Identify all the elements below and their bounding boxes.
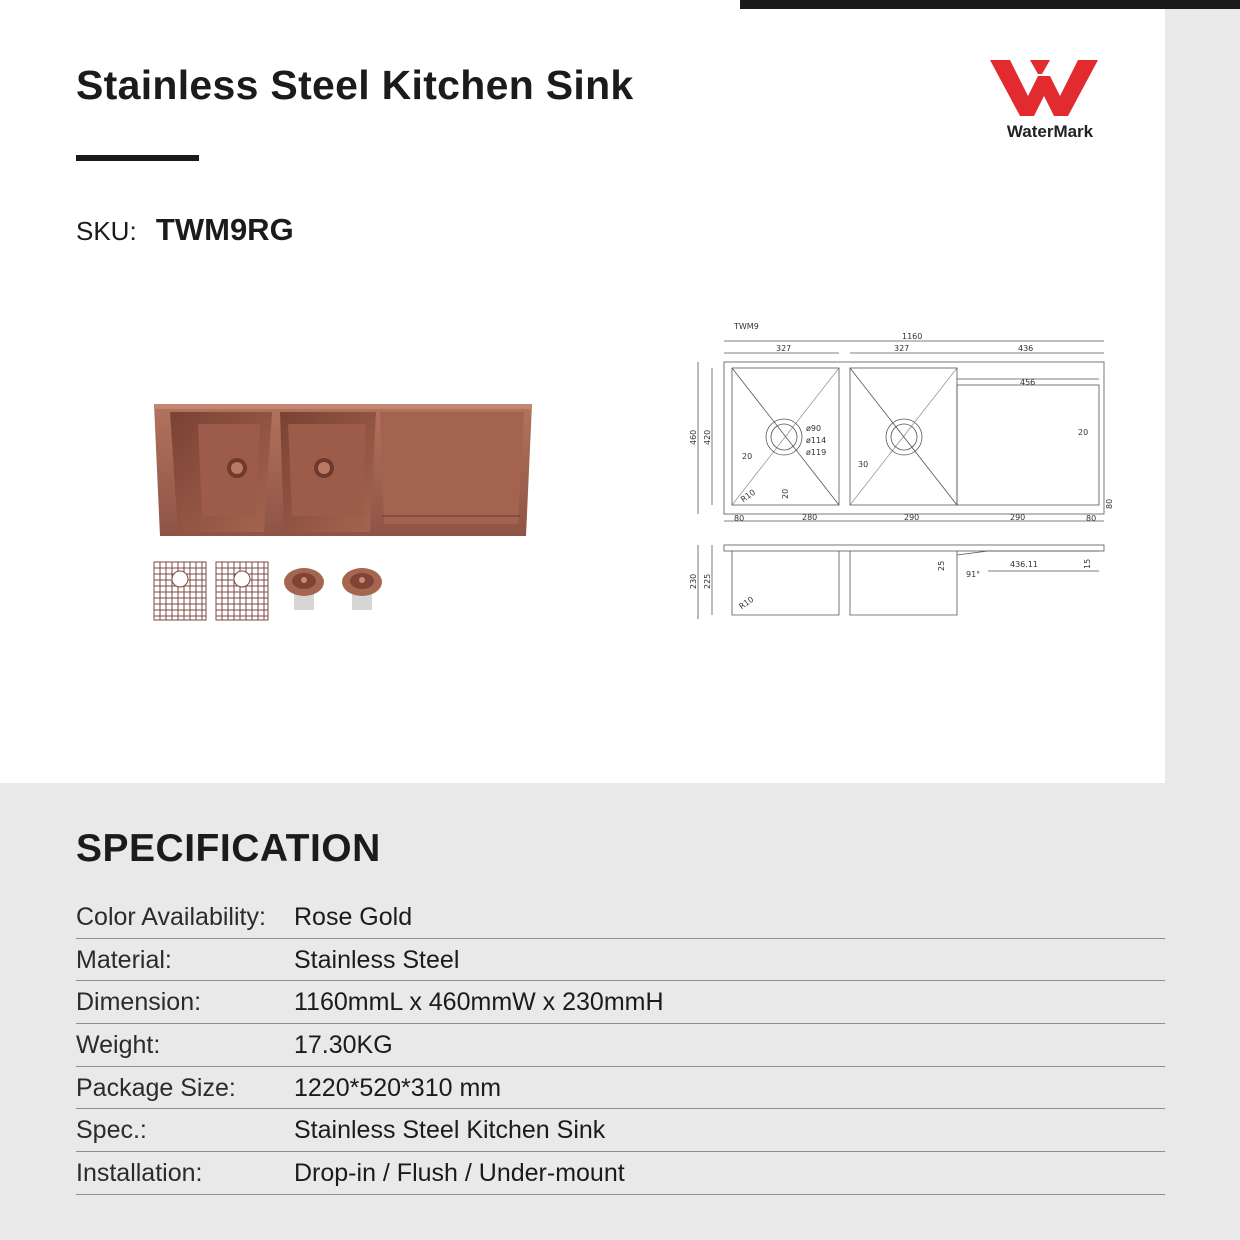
dim-bowl2: 327 bbox=[894, 344, 910, 353]
specification-table bbox=[76, 896, 1165, 1195]
spec-row-weight bbox=[76, 1024, 1165, 1067]
bottom-grid-right bbox=[216, 562, 268, 620]
sku bbox=[76, 212, 294, 248]
spec-value: 1160mmL x 460mmW x 230mmH bbox=[294, 988, 664, 1017]
page-title: Stainless Steel Kitchen Sink bbox=[76, 62, 634, 108]
spec-label: Installation: bbox=[76, 1159, 203, 1188]
spec-label: Color Availability: bbox=[76, 903, 266, 931]
dim-b280: 280 bbox=[802, 513, 818, 522]
spec-value: Stainless Steel Kitchen Sink bbox=[294, 1116, 606, 1145]
dim-w30: 30 bbox=[858, 460, 869, 469]
dim-edge20a: 20 bbox=[742, 452, 753, 461]
strainer-waste-1 bbox=[284, 568, 324, 610]
dim-edge20b: 20 bbox=[781, 488, 790, 499]
spec-label: Dimension: bbox=[76, 988, 202, 1017]
dim-r10: R10 bbox=[739, 487, 758, 505]
specification-title: SPECIFICATION bbox=[76, 827, 381, 870]
spec-value: 1220*520*310 mm bbox=[294, 1073, 502, 1102]
spec-row-spec bbox=[76, 1109, 1165, 1152]
dim-r10b: R10 bbox=[737, 594, 756, 612]
sink-bowl-right bbox=[280, 412, 376, 532]
dim-b290b: 290 bbox=[1010, 513, 1026, 522]
dim-h15: 15 bbox=[1083, 558, 1092, 569]
dim-drainer-inner: 456 bbox=[1020, 378, 1036, 387]
sink-bowl-left bbox=[170, 412, 272, 532]
spec-row-package-size bbox=[76, 1067, 1165, 1110]
dim-edge20c: 20 bbox=[1078, 428, 1089, 437]
strainer-waste-2 bbox=[342, 568, 382, 610]
spec-row-material bbox=[76, 939, 1165, 982]
dim-d90: ø90 bbox=[806, 424, 822, 433]
dim-d119: ø119 bbox=[806, 448, 827, 457]
top-accent-bar bbox=[740, 0, 1240, 9]
dim-d114: ø114 bbox=[806, 436, 827, 445]
spec-value: Drop-in / Flush / Under-mount bbox=[294, 1159, 625, 1188]
dim-h230: 230 bbox=[689, 573, 698, 589]
spec-label: Package Size: bbox=[76, 1073, 236, 1102]
drawing-model-label: TWM9 bbox=[734, 322, 759, 331]
dim-angle: 91° bbox=[966, 570, 981, 579]
dim-h25: 25 bbox=[937, 560, 946, 571]
spec-value: 17.30KG bbox=[294, 1031, 393, 1060]
dim-depth-outer: 460 bbox=[689, 429, 698, 445]
spec-label: Spec.: bbox=[76, 1116, 147, 1145]
dim-depth-inner: 420 bbox=[703, 429, 712, 445]
technical-drawing bbox=[688, 315, 1128, 625]
dim-overall: 1160 bbox=[902, 332, 923, 341]
spec-row-installation bbox=[76, 1152, 1165, 1195]
dim-drainer: 436 bbox=[1018, 344, 1034, 353]
dim-b290a: 290 bbox=[904, 513, 920, 522]
bottom-grid-left bbox=[154, 562, 206, 620]
spec-row-dimension bbox=[76, 981, 1165, 1024]
spec-value: Rose Gold bbox=[294, 903, 413, 931]
sku-label: SKU: bbox=[76, 216, 137, 246]
product-photo bbox=[148, 398, 538, 630]
dim-len436: 436.11 bbox=[1010, 560, 1038, 569]
dim-h225: 225 bbox=[703, 573, 712, 589]
spec-row-color bbox=[76, 896, 1165, 939]
watermark-logo bbox=[982, 56, 1118, 148]
dim-right80: 80 bbox=[1105, 498, 1114, 509]
spec-value: Stainless Steel bbox=[294, 945, 460, 974]
watermark-logo-text: WaterMark bbox=[1006, 122, 1094, 141]
title-underline bbox=[76, 155, 199, 161]
sku-value: TWM9RG bbox=[155, 212, 294, 247]
watermark-w-icon bbox=[986, 56, 1114, 118]
sink-drainer bbox=[380, 412, 524, 524]
dim-b80b: 80 bbox=[1086, 514, 1097, 523]
spec-label: Weight: bbox=[76, 1031, 161, 1060]
dim-b80a: 80 bbox=[734, 514, 745, 523]
spec-label: Material: bbox=[76, 945, 172, 974]
dim-bowl1: 327 bbox=[776, 344, 792, 353]
